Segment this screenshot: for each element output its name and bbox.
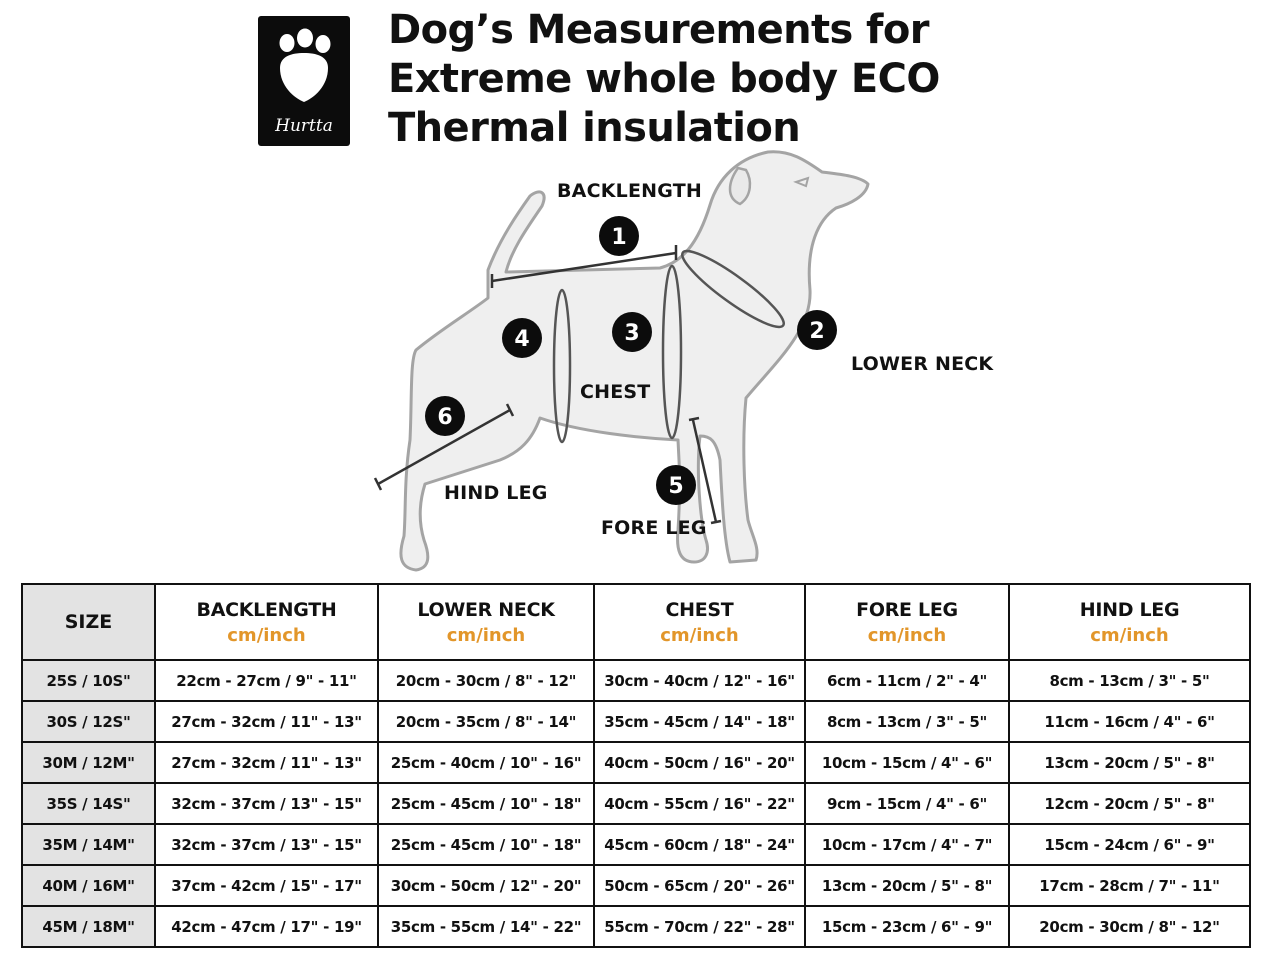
column-header-backlength [155, 584, 378, 660]
column-header-hind-leg [1009, 584, 1250, 660]
hind-leg-cell: 15cm - 24cm / 6" - 9" [1009, 824, 1250, 865]
chest-cell: 55cm - 70cm / 22" - 28" [594, 906, 805, 947]
hind-leg-cell: 8cm - 13cm / 3" - 5" [1009, 660, 1250, 701]
column-header-label: BACKLENGTH [196, 598, 337, 621]
column-header-unit: cm/inch [446, 624, 526, 646]
size-cell: 35S / 14S" [22, 783, 155, 824]
lower-neck-cell: 25cm - 40cm / 10" - 16" [378, 742, 594, 783]
hind-leg-cell: 20cm - 30cm / 8" - 12" [1009, 906, 1250, 947]
table-row [22, 660, 1250, 701]
hind-leg-cell: 17cm - 28cm / 7" - 11" [1009, 865, 1250, 906]
size-cell: 30M / 12M" [22, 742, 155, 783]
chest-cell: 50cm - 65cm / 20" - 26" [594, 865, 805, 906]
lower-neck-cell: 20cm - 30cm / 8" - 12" [378, 660, 594, 701]
chest-cell: 45cm - 60cm / 18" - 24" [594, 824, 805, 865]
lower-neck-cell: 20cm - 35cm / 8" - 14" [378, 701, 594, 742]
size-cell: 30S / 12S" [22, 701, 155, 742]
label-hind-leg: HIND LEG [444, 482, 548, 504]
title-line: Thermal insulation [388, 105, 801, 151]
column-header-unit: cm/inch [660, 624, 739, 646]
fore-leg-cell: 10cm - 15cm / 4" - 6" [805, 742, 1009, 783]
svg-text:1: 1 [611, 225, 627, 250]
svg-text:4: 4 [514, 327, 530, 352]
column-header-fore-leg [805, 584, 1009, 660]
size-cell: 35M / 14M" [22, 824, 155, 865]
title-line: Dog’s Measurements for [388, 7, 929, 53]
column-header-label: HIND LEG [1079, 598, 1180, 621]
backlength-cell: 27cm - 32cm / 11" - 13" [155, 742, 378, 783]
backlength-cell: 32cm - 37cm / 13" - 15" [155, 824, 378, 865]
column-header-unit: cm/inch [1090, 624, 1169, 646]
marker-1 [599, 216, 639, 256]
label-lower-neck: LOWER NECK [851, 353, 994, 375]
column-header-label: CHEST [665, 598, 734, 621]
marker-3 [612, 312, 652, 352]
lower-neck-cell: 35cm - 55cm / 14" - 22" [378, 906, 594, 947]
size-cell: 25S / 10S" [22, 660, 155, 701]
column-header-chest [594, 584, 805, 660]
backlength-cell: 42cm - 47cm / 17" - 19" [155, 906, 378, 947]
hind-leg-cell: 12cm - 20cm / 5" - 8" [1009, 783, 1250, 824]
marker-5 [656, 465, 696, 505]
svg-text:2: 2 [809, 319, 825, 344]
chest-cell: 30cm - 40cm / 12" - 16" [594, 660, 805, 701]
column-header-lower-neck [378, 584, 594, 660]
column-header-unit: cm/inch [867, 624, 947, 646]
column-header-unit: cm/inch [227, 624, 306, 646]
fore-leg-cell: 6cm - 11cm / 2" - 4" [805, 660, 1009, 701]
chest-cell: 35cm - 45cm / 14" - 18" [594, 701, 805, 742]
fore-leg-cell: 15cm - 23cm / 6" - 9" [805, 906, 1009, 947]
table-row [22, 865, 1250, 906]
hind-leg-cell: 13cm - 20cm / 5" - 8" [1009, 742, 1250, 783]
size-cell: 45M / 18M" [22, 906, 155, 947]
brand-signature: Hurtta [275, 116, 333, 136]
label-backlength: BACKLENGTH [557, 180, 702, 202]
svg-text:5: 5 [668, 474, 684, 499]
chest-cell: 40cm - 55cm / 16" - 22" [594, 783, 805, 824]
marker-4 [502, 318, 542, 358]
svg-text:3: 3 [624, 321, 640, 346]
table-row [22, 783, 1250, 824]
marker-6 [425, 396, 465, 436]
lower-neck-cell: 30cm - 50cm / 12" - 20" [378, 865, 594, 906]
fore-leg-cell: 8cm - 13cm / 3" - 5" [805, 701, 1009, 742]
fore-leg-cell: 13cm - 20cm / 5" - 8" [805, 865, 1009, 906]
backlength-cell: 37cm - 42cm / 15" - 17" [155, 865, 378, 906]
column-header-label: LOWER NECK [417, 598, 555, 621]
table-row [22, 742, 1250, 783]
marker-2 [797, 310, 837, 350]
fore-leg-cell: 9cm - 15cm / 4" - 6" [805, 783, 1009, 824]
table-row [22, 824, 1250, 865]
label-chest: CHEST [580, 381, 651, 403]
size-cell: 40M / 16M" [22, 865, 155, 906]
column-header-label: FORE LEG [856, 598, 958, 621]
table-header-row [22, 584, 1250, 660]
size-chart-table [21, 583, 1251, 948]
fore-leg-cell: 10cm - 17cm / 4" - 7" [805, 824, 1009, 865]
table-row [22, 906, 1250, 947]
backlength-cell: 22cm - 27cm / 9" - 11" [155, 660, 378, 701]
title-line: Extreme whole body ECO [388, 56, 940, 102]
backlength-cell: 32cm - 37cm / 13" - 15" [155, 783, 378, 824]
chest-cell: 40cm - 50cm / 16" - 20" [594, 742, 805, 783]
table-row [22, 701, 1250, 742]
svg-text:6: 6 [437, 405, 453, 430]
lower-neck-cell: 25cm - 45cm / 10" - 18" [378, 824, 594, 865]
label-fore-leg: FORE LEG [601, 517, 707, 539]
column-header-size: SIZE [22, 584, 155, 660]
hind-leg-cell: 11cm - 16cm / 4" - 6" [1009, 701, 1250, 742]
backlength-cell: 27cm - 32cm / 11" - 13" [155, 701, 378, 742]
lower-neck-cell: 25cm - 45cm / 10" - 18" [378, 783, 594, 824]
